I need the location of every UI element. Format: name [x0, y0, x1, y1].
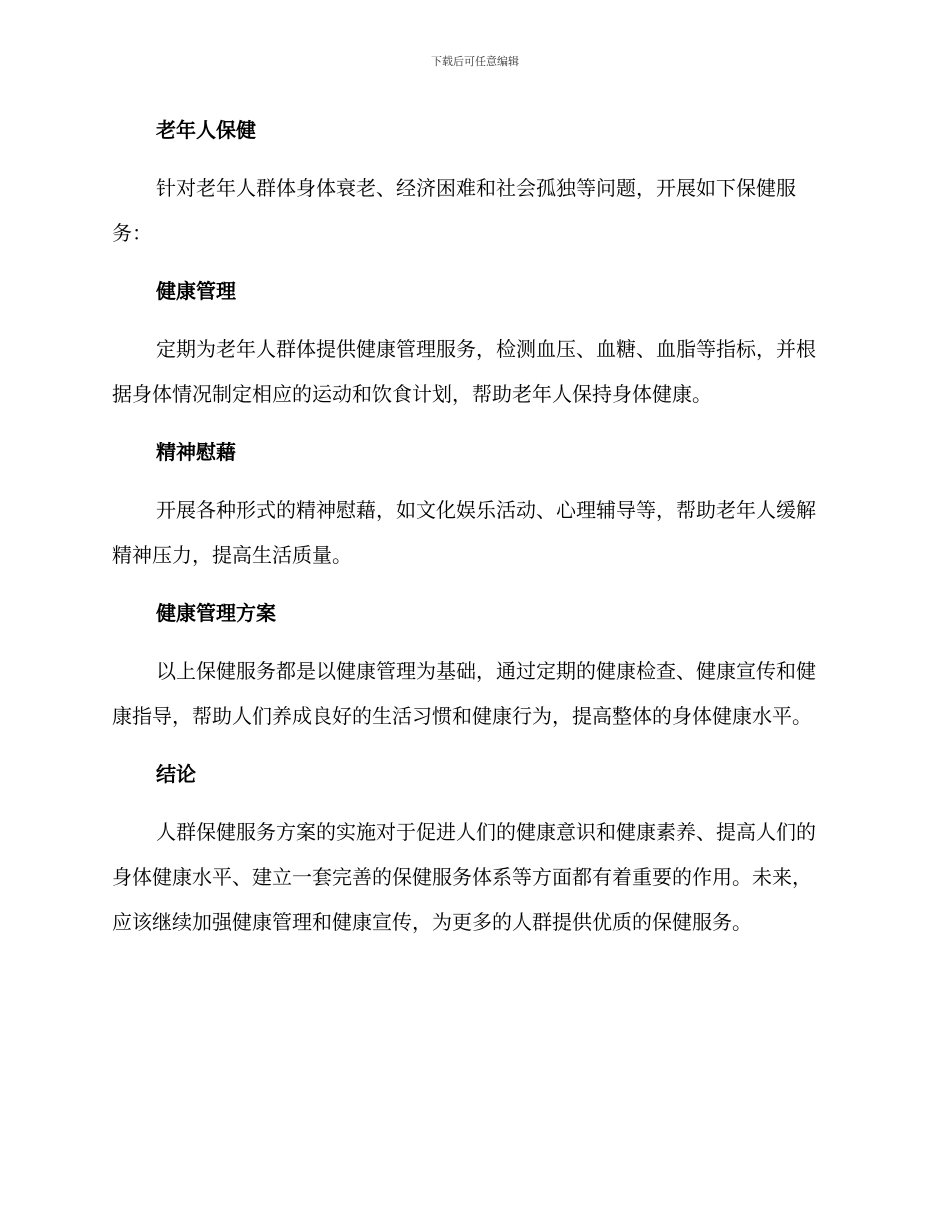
section-paragraph-health-plan: 以上保健服务都是以健康管理为基础，通过定期的健康检查、健康宣传和健康指导，帮助人们养成良好的生活习惯和健康行为，提高整体的身体健康水平。 — [112, 659, 816, 728]
document-body — [112, 108, 830, 958]
section-paragraph-conclusion: 人群保健服务方案的实施对于促进人们的健康意识和健康素养、提高人们的身体健康水平、建立一套完善的保健服务体系等方面都有着重要的作用。未来，应该继续加强健康管理和健康宣传，为更多的人群提供优质的保健服务。 — [112, 820, 816, 934]
page-header: 下载后可任意编辑 — [431, 55, 519, 68]
section-paragraph-health-management: 定期为老年人群体提供健康管理服务，检测血压、血糖、血脂等指标，并根据身体情况制定相应的运动和饮食计划，帮助老年人保持身体健康。 — [112, 337, 816, 406]
section-heading-elderly-care: 老年人保健 — [156, 118, 256, 142]
section-paragraph-elderly-care: 针对老年人群体身体衰老、经济困难和社会孤独等问题，开展如下保健服务： — [112, 176, 796, 245]
section-heading-health-plan: 健康管理方案 — [156, 601, 276, 625]
section-heading-conclusion: 结论 — [156, 762, 196, 786]
section-heading-mental-comfort: 精神慰藉 — [156, 440, 236, 464]
section-paragraph-mental-comfort: 开展各种形式的精神慰藉，如文化娱乐活动、心理辅导等，帮助老年人缓解精神压力，提高生活质量。 — [112, 498, 816, 567]
section-heading-health-management: 健康管理 — [156, 279, 236, 303]
